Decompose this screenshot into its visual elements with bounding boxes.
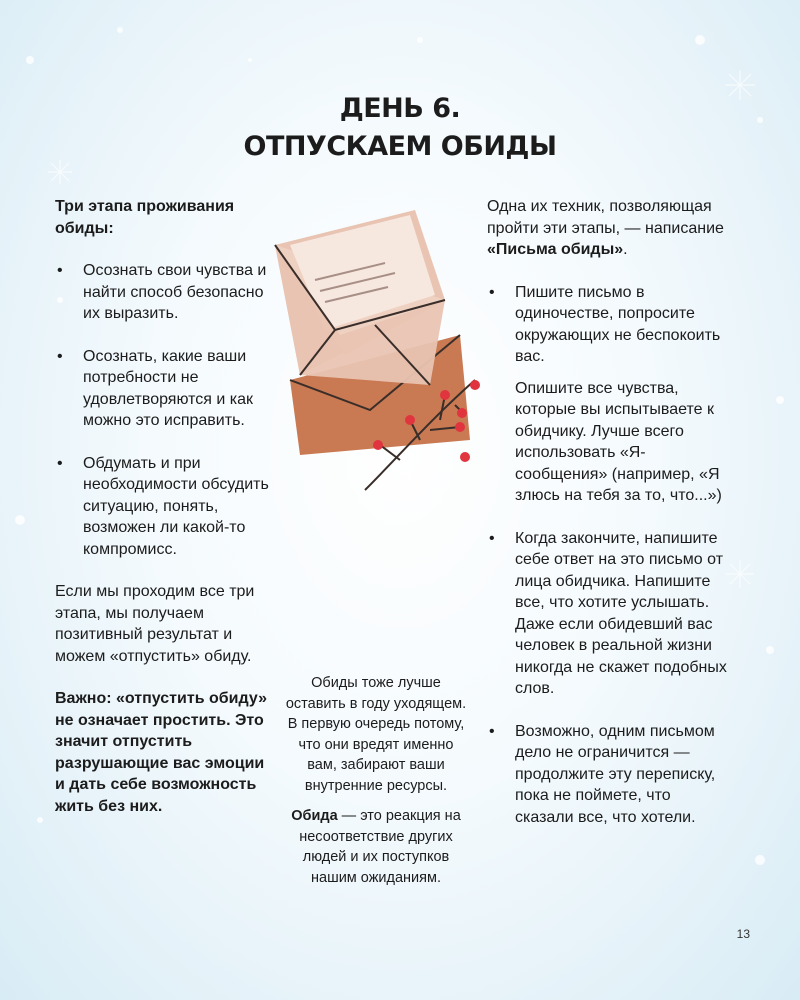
list-item: • Осознать, какие ваши потребности не удовлетворяются и как можно это исправить.: [55, 346, 270, 432]
technique-intro: [487, 196, 732, 261]
list-item: • Возможно, одним письмом дело не ограничится — продолжите эту переписку, пока не поймете, что сказали все, что хотели.: [487, 721, 732, 829]
title-line-1: ДЕНЬ 6.: [339, 93, 461, 124]
definition-term: Обида: [291, 808, 338, 824]
list-item: • Обдумать и при необходимости обсудить ситуацию, понять, возможен ли какой-то компромисс.: [55, 453, 270, 561]
list-item: • Осознать свои чувства и найти способ безопасно их выразить.: [55, 260, 270, 325]
list-item-subtext: Опишите все чувства, которые вы испытываете к обидчику. Лучше всего использовать «Я-сообщения» (например, «Я злюсь на тебя за то, что...»): [515, 379, 722, 504]
list-item: • Когда закончите, напишите себе ответ на это письмо от лица обидчика. Напишите все, что хотите услышать. Даже если обидевший вас человек в реальной жизни никогда не скажет подобных слов.: [487, 528, 732, 700]
page-title: [0, 90, 800, 166]
result-paragraph: Если мы проходим все три этапа, мы получаем позитивный результат и можем «отпустить» обиду.: [55, 583, 255, 665]
page-number: 13: [736, 927, 750, 941]
list-item: [487, 282, 732, 507]
right-column: [487, 196, 732, 828]
envelope-illustration: [270, 205, 480, 495]
title-line-2: ОТПУСКАЕМ ОБИДЫ: [243, 131, 557, 162]
center-column: [282, 673, 470, 888]
list-item-text: • Пишите письмо в одиночестве, попросите окружающих не беспокоить вас.: [515, 283, 721, 365]
stages-heading: Три этапа проживания обиды:: [55, 198, 235, 237]
definition-text: — это реакция на несоответствие других людей и их поступков нашим ожиданиям.: [299, 808, 461, 886]
important-note: Важно: «отпустить обиду» не означает простить. Это значит отпустить разрушающие вас эмоции и дать себе возможность жить без них.: [55, 690, 268, 815]
center-paragraph: Обиды тоже лучше оставить в году уходящем. В первую очередь потому, что они вредят именно вам, забирают ваши внутренние ресурсы.: [285, 675, 467, 794]
stages-list: [55, 260, 270, 560]
intro-text: Одна их техник, позволяющая пройти эти этапы, — написание: [487, 198, 724, 237]
intro-end: .: [623, 241, 628, 258]
definition-paragraph: [282, 806, 470, 888]
technique-list: [487, 282, 732, 829]
letter-name: «Письма обиды»: [487, 241, 624, 258]
left-column: [55, 196, 270, 817]
